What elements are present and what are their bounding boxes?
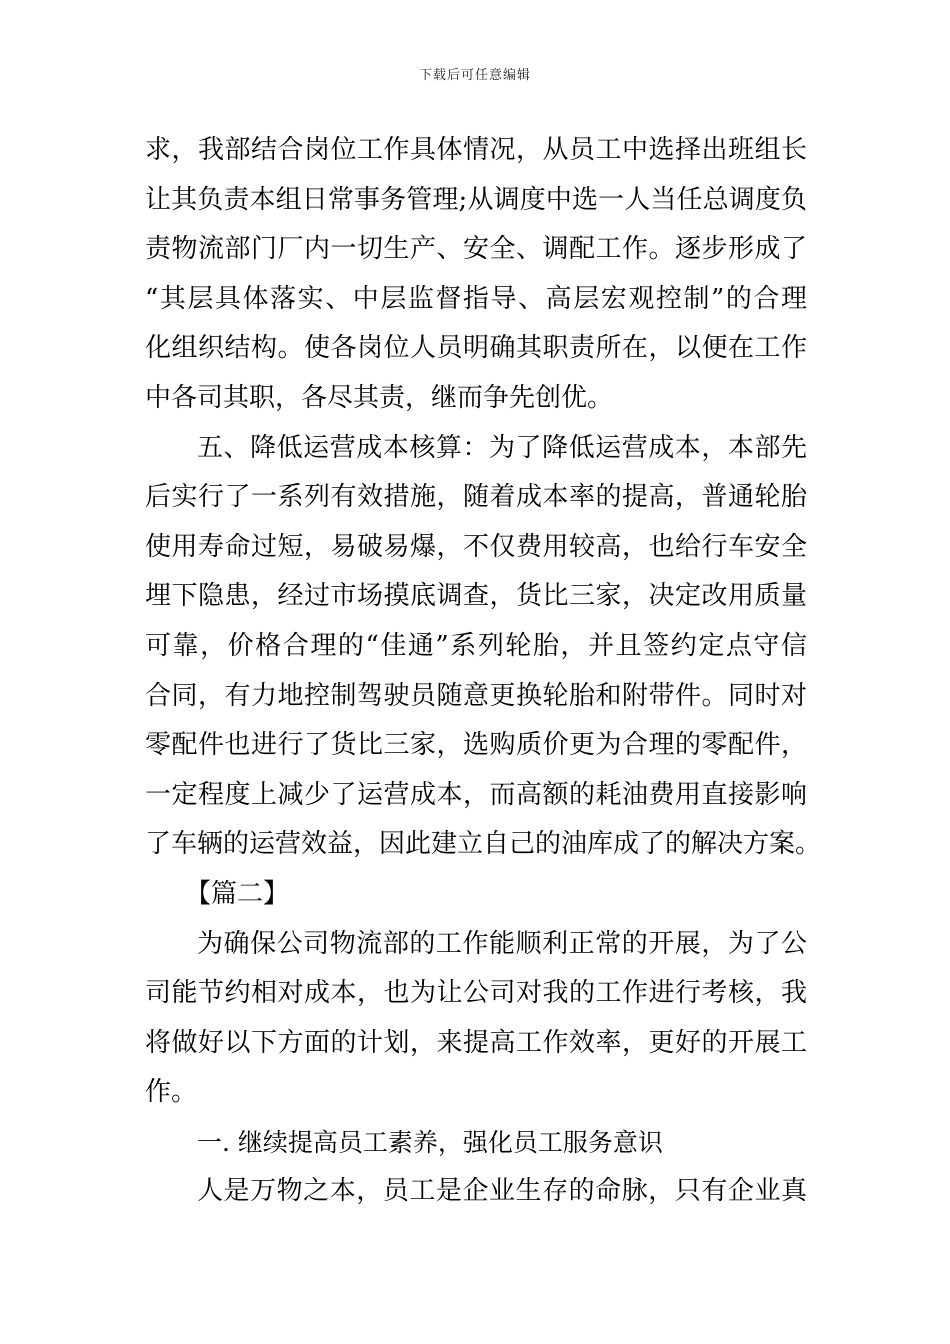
text-line: 了车辆的运营效益，因此建立自己的油库成了的解决方案。 <box>145 829 822 860</box>
text-line: 埋下隐患，经过市场摸底调查，货比三家，决定改用质量 <box>145 581 807 612</box>
document-body <box>145 126 822 1217</box>
paragraph-start-line: 人是万物之本，员工是企业生存的命脉，只有企业真 <box>197 1176 807 1207</box>
page-header-note: 下载后可任意编辑 <box>418 68 531 83</box>
text-line: 责物流部门厂内一切生产、安全、调配工作。逐步形成了 <box>145 234 807 265</box>
text-line: 让其负责本组日常事务管理;从调度中选一人当任总调度负 <box>145 184 807 215</box>
text-line: 司能节约相对成本，也为让公司对我的工作进行考核，我 <box>145 978 807 1009</box>
text-line: 求，我部结合岗位工作具体情况，从员工中选择出班组长 <box>145 135 807 165</box>
section-title: 【篇二】 <box>185 878 290 909</box>
text-line: 合同，有力地控制驾驶员随意更换轮胎和附带件。同时对 <box>145 680 807 711</box>
text-line: 将做好以下方面的计划，来提高工作效率，更好的开展工 <box>145 1027 807 1058</box>
paragraph-start-line: 为确保公司物流部的工作能顺利正常的开展，为了公 <box>197 928 807 959</box>
paragraph-start-line: 五、降低运营成本核算：为了降低运营成本，本部先 <box>197 432 807 463</box>
text-line: 一定程度上减少了运营成本，而高额的耗油费用直接影响 <box>145 779 807 810</box>
subsection-heading: 一. 继续提高员工素养，强化员工服务意识 <box>197 1127 663 1157</box>
text-line: 化组织结构。使各岗位人员明确其职责所在，以便在工作 <box>145 333 807 364</box>
text-line: 使用寿命过短，易破易爆，不仅费用较高，也给行车安全 <box>145 531 807 562</box>
text-line: “其层具体落实、中层监督指导、高层宏观控制”的合理 <box>145 283 807 314</box>
text-line: 可靠，价格合理的“佳通”系列轮胎，并且签约定点守信 <box>145 630 807 661</box>
text-line: 后实行了一系列有效措施，随着成本率的提高，普通轮胎 <box>145 482 807 513</box>
text-line: 作。 <box>145 1077 198 1108</box>
text-line: 中各司其职，各尽其责，继而争先创优。 <box>145 382 614 413</box>
text-line: 零配件也进行了货比三家，选购质价更为合理的零配件， <box>145 730 807 761</box>
